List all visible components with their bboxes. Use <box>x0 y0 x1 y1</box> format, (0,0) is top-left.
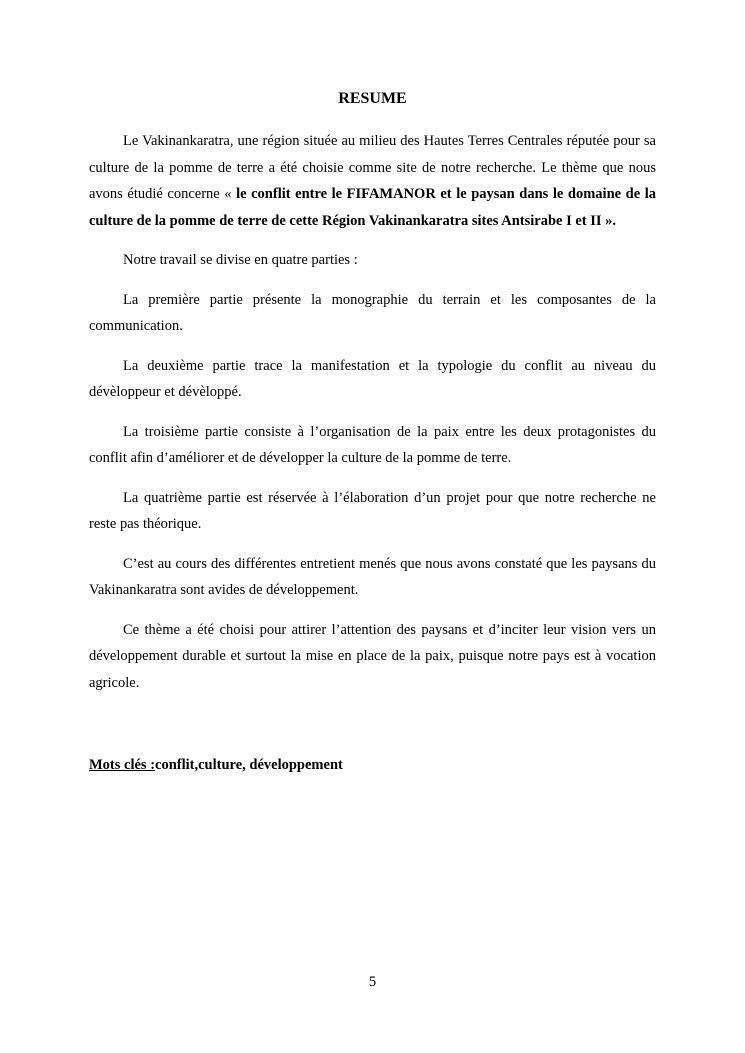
paragraph-part-two: La deuxième partie trace la manifestation et la typologie du conflit au niveau du dévèloppeur et dévèloppé. <box>89 357 656 400</box>
keywords-line <box>89 755 343 775</box>
intro-text: Le Vakinankaratra, une région située au milieu des Hautes Terres Centrales réputée pour sa culture de la pomme de terre a été choisie comme site de notre recherche. Le thème que nous avons étudié concerne « <box>89 133 656 202</box>
page-title: RESUME <box>338 90 407 107</box>
page-number: 5 <box>368 974 377 990</box>
intro-bold-text: le conflit entre le FIFAMANOR et le paysan dans le domaine de la culture de la pomme de terre de cette Région Vakinankaratra sites Antsirabe I et II ». <box>89 186 656 229</box>
keywords-value: conflit,culture, développement <box>155 757 343 773</box>
paragraph-part-three: La troisième partie consiste à l’organisation de la paix entre les deux protagonistes du conflit afin d’améliorer et de développer la culture de la pomme de terre. <box>89 423 656 466</box>
paragraph-overview: Notre travail se divise en quatre parties : <box>123 252 358 268</box>
paragraph-part-four: La quatrième partie est réservée à l’élaboration d’un projet pour que notre recherche ne reste pas théorique. <box>89 489 656 532</box>
summary-body <box>89 128 656 709</box>
intro-paragraph <box>89 128 656 234</box>
paragraph-purpose: Ce thème a été choisi pour attirer l’attention des paysans et d’inciter leur vision vers un développement durable et surtout la mise en place de la paix, puisque notre pays est à vocation agricole. <box>89 621 656 691</box>
paragraph-part-one: La première partie présente la monographie du terrain et les composantes de la communication. <box>89 291 656 334</box>
paragraph-findings: C’est au cours des différentes entretient menés que nous avons constaté que les paysans du Vakinankaratra sont avides de développement. <box>89 555 656 598</box>
keywords-label: Mots clés : <box>89 757 156 773</box>
